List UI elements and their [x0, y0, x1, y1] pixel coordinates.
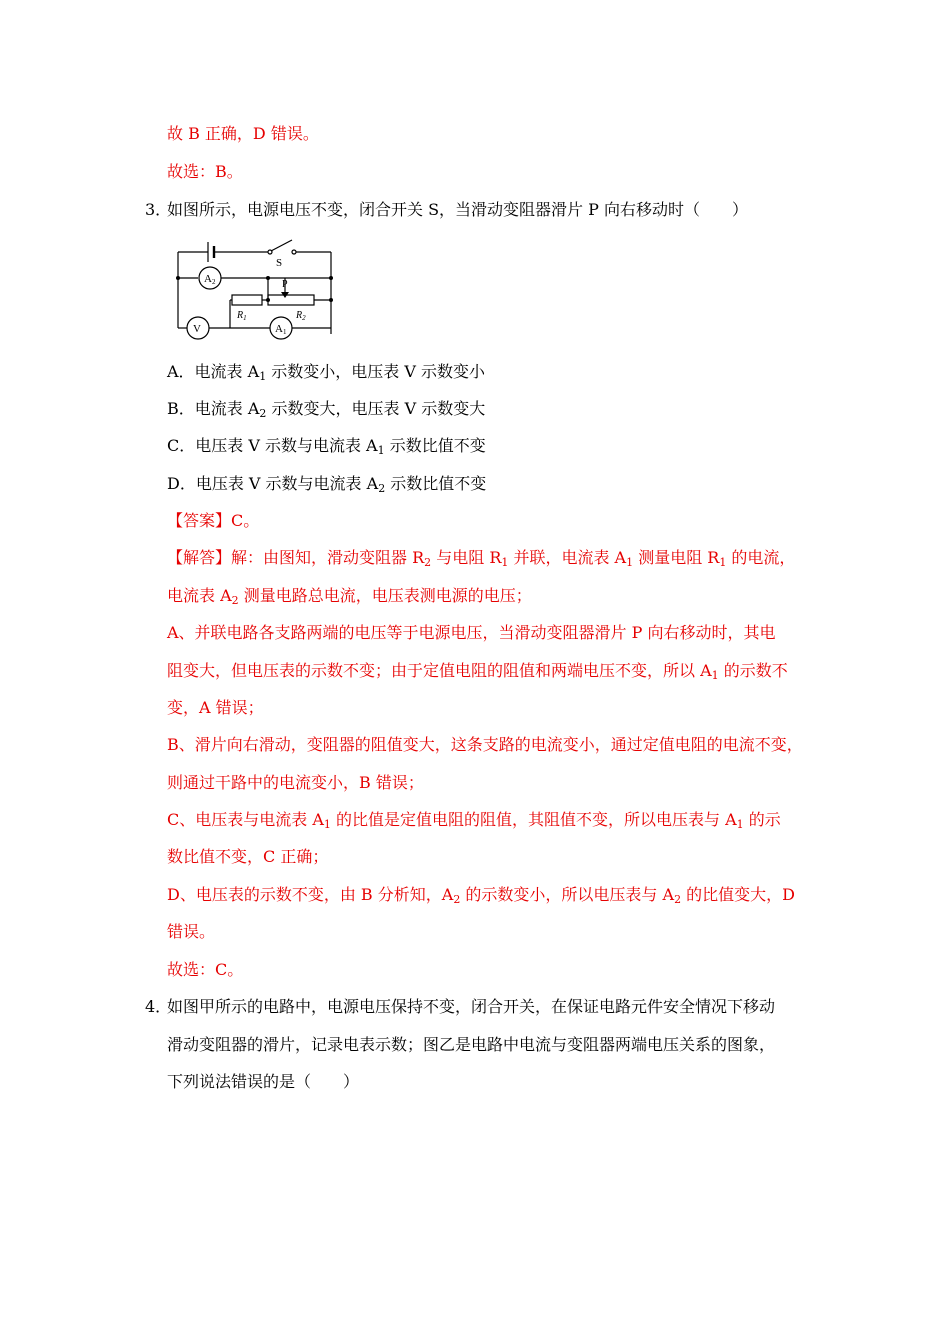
analysis-b-2: 则通过干路中的电流变小，B 错误；	[167, 773, 424, 792]
q3-option-c: C．电压表 V 示数与电流表 $A_1$ 示数比值不变	[167, 436, 486, 457]
q3-number: 3．	[145, 200, 172, 219]
prev-answer: 故选：B。	[167, 162, 243, 181]
circuit-diagram	[168, 236, 338, 344]
q3-option-d: D．电压表 V 示数与电流表 $A_2$ 示数比值不变	[167, 474, 487, 495]
a2-label: A2	[204, 273, 216, 286]
analysis-a-1: A、并联电路各支路两端的电压等于电源电压，当滑动变阻器滑片 P 向右移动时，其电	[167, 623, 776, 642]
q3-option-b: B．电流表 $A_2$ 示数变大，电压表 V 示数变大	[167, 399, 486, 420]
q3-stem: 如图所示，电源电压不变，闭合开关 S，当滑动变阻器滑片 P 向右移动时（ ）	[167, 200, 748, 219]
analysis-c-1: C、电压表与电流表 $A_1$ 的比值是定值电阻的阻值，其阻值不变，所以电压表与 $A_1$ 的示	[167, 810, 781, 831]
analysis-d-2: 错误。	[167, 922, 216, 941]
q4-number: 4．	[145, 997, 172, 1016]
junction-dot	[329, 298, 333, 302]
switch-label: S	[276, 257, 283, 269]
analysis-line-2: 电流表 $A_2$ 测量电路总电流，电压表测电源的电压；	[167, 586, 532, 607]
r1-label: $R_1$	[237, 310, 247, 322]
q4-stem-line-2: 滑动变阻器的滑片，记录电表示数；图乙是电路中电流与变阻器两端电压关系的图象，	[167, 1035, 776, 1054]
analysis-d-1: D、电压表的示数不变，由 B 分析知，$A_2$ 的示数变小，所以电压表与 $A_2$ 的比值变大，D	[167, 885, 795, 906]
junction-dot	[266, 298, 270, 302]
q4-stem-line-3: 下列说法错误的是（ ）	[167, 1072, 360, 1091]
analysis-b-1: B、滑片向右滑动，变阻器的阻值变大，这条支路的电流变小，通过定值电阻的电流不变，	[167, 735, 803, 754]
q3-answer: 【答案】C。	[167, 511, 260, 530]
junction-dot	[329, 276, 333, 280]
q3-final-answer: 故选：C。	[167, 960, 244, 979]
r2-label: $R_2$	[296, 310, 306, 322]
resistor-r1	[232, 295, 262, 305]
q4-stem-line-1: 如图甲所示的电路中，电源电压保持不变，闭合开关，在保证电路元件安全情况下移动	[167, 997, 776, 1016]
analysis-line-1: 【解答】解：由图知，滑动变阻器 $R_2$ 与电阻 $R_1$ 并联，电流表 $A_1$ 测量电阻 $R_1$ 的电流，	[167, 548, 796, 569]
analysis-c-2: 数比值不变，C 正确；	[167, 847, 329, 866]
slider-label: P	[282, 279, 288, 290]
junction-dot	[266, 276, 270, 280]
resistor-r2	[268, 295, 314, 305]
a1-label: A1	[275, 323, 287, 336]
analysis-a-3: 变，A 错误；	[167, 698, 264, 717]
switch-blade	[271, 240, 292, 251]
q3-option-a: A．电流表 $A_1$ 示数变小，电压表 V 示数变小	[167, 362, 486, 383]
junction-dot	[176, 276, 180, 280]
switch-contact	[292, 250, 296, 254]
analysis-a-2: 阻变大，但电压表的示数不变；由于定值电阻的阻值和两端电压不变，所以 $A_1$ 的示数不	[167, 661, 788, 682]
prev-conclusion: 故 B 正确，D 错误。	[167, 124, 319, 143]
v-label: V	[193, 323, 201, 335]
